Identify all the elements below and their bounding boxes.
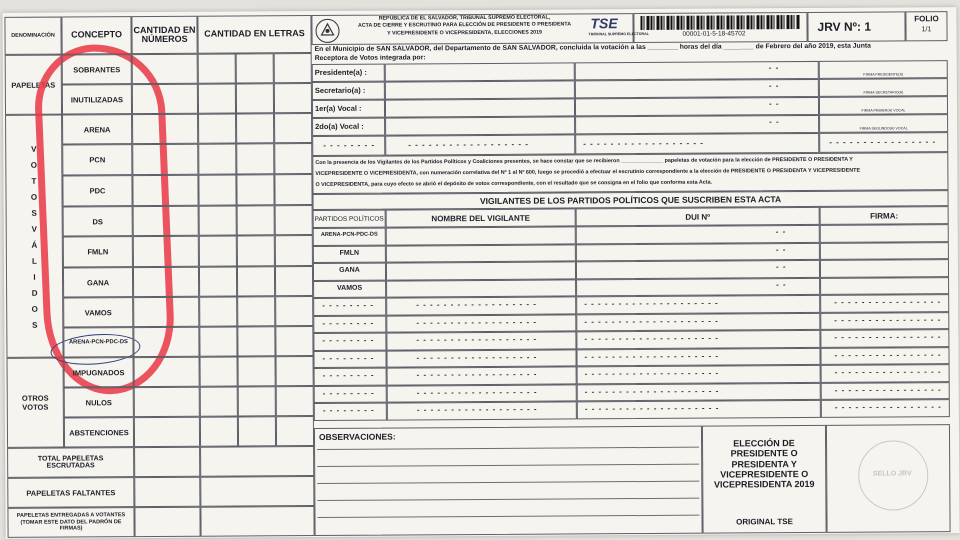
vig-dui-dash: - - - - - - - - - - - - - - - - - - - - [584, 386, 720, 396]
concept-arena: ARENA [62, 114, 132, 144]
numeros-field-impugnados[interactable] [134, 357, 200, 387]
letras-field-pdc[interactable] [274, 174, 312, 205]
vig-signature-field[interactable] [820, 224, 949, 242]
vig-header-nombre: NOMBRE DEL VIGILANTE [386, 208, 576, 227]
faltantes-label: PAPELETAS FALTANTES [7, 477, 134, 508]
letras-field-pcn[interactable] [274, 143, 312, 174]
concept-abstenciones: ABSTENCIONES [64, 417, 134, 447]
concept-vamos: VAMOS [63, 297, 133, 327]
numeros-field-gana[interactable] [133, 267, 199, 297]
member-role: 2do(a) Vocal : [315, 121, 364, 132]
letras-field-sobrantes[interactable] [198, 53, 236, 83]
letras-field-vamos[interactable] [199, 296, 237, 326]
vig-dui-dash: - - [775, 227, 787, 237]
member-extra-role-dash: - - - - - - - - [323, 140, 376, 150]
member-dui-dash: - - [768, 63, 780, 73]
member-signature-caption: FIRMA SECRETARIO(A) [863, 90, 904, 95]
letras-field-ds[interactable] [199, 205, 237, 235]
member-role: Presidente(a) : [314, 67, 367, 78]
member-dui-field[interactable] [575, 79, 819, 98]
vig-name-dash: - - - - - - - - - - - - - - - - - - [416, 352, 538, 362]
vig-header-partidos: PARTIDOS POLÍTICOS [313, 210, 386, 228]
letras-field-abstenciones[interactable] [200, 416, 238, 446]
vig-dui-dash: - - - - - - - - - - - - - - - - - - - - [584, 298, 719, 309]
vig-signature-dash: - - - - - - - - - - - - - - - - [834, 367, 942, 377]
concept-fmln: FMLN [63, 236, 133, 267]
concept-impugnados: IMPUGNADOS [64, 357, 134, 387]
concept-pdc: PDC [62, 175, 132, 206]
vig-name-dash: - - - - - - - - - - - - - - - - - - [416, 387, 538, 397]
paragraph-line-1: Con la presencia de los Vigilantes de los Partidos Políticos y Coaliciones presentes, se hace constar que se recibieron ______________ papeletas de votación para la elección de PRESIDENTE O PRESIDENTA Y [315, 156, 853, 167]
tse-logo-caption: TRIBUNAL SUPREMO ELECTORAL [588, 31, 649, 37]
letras-field-arena[interactable] [274, 113, 312, 143]
group-papeletas: PAPELETAS [5, 55, 62, 115]
vig-dui-dash: - - - - - - - - - - - - - - - - - - - - [584, 368, 720, 379]
member-name-field[interactable] [385, 80, 575, 99]
concept-pcn: PCN [62, 144, 132, 175]
paragraph-line-3: O VICEPRESIDENTA, para cuyo efecto se abrió el depósito de votos correspondiente, con el resultado que se consigna en el folio que conforma esta Acta. [315, 179, 713, 189]
letras-field-sobrantes[interactable] [274, 53, 312, 83]
concept-ds: DS [63, 206, 133, 236]
member-extra-signature-dash: - - - - - - - - - - - - - - - - [829, 137, 937, 147]
member-dui-dash: - - [769, 117, 780, 127]
paragraph-line-2: VICEPRESIDENTE O VICEPRESIDENTA, con numeración correlativa del Nº 1 al Nº 600, luego se procedió a efectuar el escrutinio correspondiente a la elección de PRESIDENTE O PRESIDENTA Y VICEPRESIDENTE [315, 167, 861, 178]
numeros-field-fmln[interactable] [133, 236, 199, 267]
original-tse: ORIGINAL TSE [736, 517, 793, 527]
letras-field-nulos[interactable] [276, 386, 314, 416]
member-signature-caption: FIRMA SEGUNDO(A) VOCAL [859, 126, 908, 131]
title-text [344, 14, 584, 37]
vig-party-label: ARENA-PCN-PDC-DS [320, 231, 378, 238]
title-line-3: Y VICEPRESIDENTE O VICEPRESIDENTA, ELECCIONES 2019 [387, 29, 543, 37]
jrv-number: 1 [864, 19, 872, 34]
letras-field-inutilizadas[interactable] [274, 83, 312, 113]
total-escrutadas-letras[interactable] [200, 446, 314, 477]
letras-field-arena-pcn-pdc-ds[interactable] [275, 326, 313, 356]
numeros-field-sobrantes[interactable] [132, 54, 198, 84]
concept-arena-pcn-pdc-ds: ARENA-PCN-PDC-DS [63, 327, 133, 357]
vig-signature-dash: - - - - - - - - - - - - - - - - [834, 384, 942, 395]
numeros-field-pcn[interactable] [132, 144, 198, 175]
member-dui-field[interactable] [575, 115, 819, 134]
numeros-field-vamos[interactable] [133, 297, 199, 327]
municipio-line-2: Receptora de Votos integrada por: [314, 54, 426, 63]
vig-signature-field[interactable] [820, 259, 949, 277]
member-dui-field[interactable] [575, 97, 819, 116]
letras-field-inutilizadas[interactable] [236, 83, 274, 113]
vig-name-dash: - - - - - - - - - - - - - - - - - - [416, 369, 538, 380]
vig-dui-dash: - - [776, 279, 787, 289]
numeros-field-ds[interactable] [133, 206, 199, 236]
vig-party-label: GANA [339, 266, 360, 274]
letras-field-pcn[interactable] [236, 143, 274, 174]
vig-header-dui: DUI Nº [576, 207, 820, 226]
vigilantes-title: VIGILANTES DE LOS PARTIDOS POLÍTICOS QUE SUSCRIBEN ESTA ACTA [313, 190, 949, 210]
vig-signature-dash: - - - - - - - - - - - - - - - - [834, 402, 942, 412]
entregadas-numeros[interactable] [134, 507, 200, 537]
vig-name-field[interactable] [386, 244, 576, 263]
letras-field-impugnados[interactable] [276, 356, 314, 386]
barcode-number: 00001-01-5-18-45702 [682, 30, 746, 38]
letras-field-inutilizadas[interactable] [198, 83, 236, 113]
vig-name-field[interactable] [386, 226, 576, 245]
faltantes-numeros[interactable] [134, 477, 200, 507]
letras-field-ds[interactable] [237, 205, 275, 235]
numeros-field-nulos[interactable] [134, 387, 200, 417]
vig-party-dash: - - - - - - - - [322, 370, 375, 380]
faltantes-letras[interactable] [200, 476, 314, 507]
letras-field-arena[interactable] [198, 113, 236, 143]
numeros-field-arena-pcn-pdc-ds[interactable] [133, 327, 199, 357]
folio-label: FOLIO [914, 14, 939, 24]
letras-field-arena-pcn-pdc-ds[interactable] [237, 326, 275, 356]
member-name-field[interactable] [385, 62, 575, 81]
letras-field-sobrantes[interactable] [236, 53, 274, 83]
election-label: ELECCIÓN DE PRESIDENTE O PRESIDENTA Y VICEPRESIDENTE O VICEPRESIDENTA 2019 [713, 438, 815, 490]
member-signature-caption: FIRMA PRIMER(A) VOCAL [861, 108, 906, 113]
concept-gana: GANA [63, 267, 133, 297]
letras-field-pcn[interactable] [198, 143, 236, 174]
vig-name-dash: - - - - - - - - - - - - - - - - - - [416, 334, 538, 345]
member-dui-dash: - - [768, 81, 780, 91]
letras-field-ds[interactable] [275, 205, 313, 235]
letras-field-nulos[interactable] [200, 386, 238, 416]
vig-signature-field[interactable] [820, 277, 949, 295]
vig-signature-dash: - - - - - - - - - - - - - - - - [834, 332, 942, 342]
vig-party-dash: - - - - - - - - [322, 353, 375, 363]
numeros-field-arena[interactable] [132, 114, 198, 144]
vig-name-dash: - - - - - - - - - - - - - - - - - - [416, 404, 538, 415]
vig-name-dash: - - - - - - - - - - - - - - - - - - [416, 299, 537, 310]
letras-field-arena-pcn-pdc-ds[interactable] [199, 326, 237, 356]
member-signature-caption: FIRMA PRESIDENTE(A) [863, 72, 904, 77]
header-denominacion: DENOMINACIÓN [4, 17, 61, 55]
letras-field-fmln[interactable] [199, 235, 237, 266]
vig-dui-dash: - - [775, 244, 787, 254]
letras-field-pdc[interactable] [198, 174, 236, 205]
vig-signature-field[interactable] [820, 242, 949, 260]
entregadas-letras[interactable] [200, 506, 314, 537]
entregadas-label: PAPELETAS ENTREGADAS A VOTANTES (TOMAR ESTE DATO DEL PADRÓN DE FIRMAS) [7, 507, 134, 538]
letras-field-fmln[interactable] [275, 235, 313, 266]
letras-field-abstenciones[interactable] [276, 416, 314, 446]
title-line-2: ACTA DE CIERRE Y ESCRUTINIO PARA ELECCIÓN DE PRESIDENTE O PRESIDENTA [357, 21, 572, 30]
total-escrutadas-label: TOTAL PAPELETAS ESCRUTADAS [7, 447, 134, 478]
folio-value: 1/1 [921, 26, 932, 34]
vig-party-dash: - - - - - - - - [322, 405, 375, 415]
letras-field-impugnados[interactable] [200, 356, 238, 386]
jrv-label-group [817, 20, 871, 34]
letras-field-nulos[interactable] [238, 386, 276, 416]
vig-party-dash: - - - - - - - - [322, 300, 375, 310]
letras-field-gana[interactable] [237, 266, 275, 296]
member-role: 1er(a) Vocal : [314, 103, 362, 114]
observaciones-title: OBSERVACIONES: [318, 431, 396, 442]
seal-text: SELLO JRV [872, 470, 912, 478]
letras-field-abstenciones[interactable] [238, 416, 276, 446]
vig-party-label: FMLN [339, 249, 360, 257]
letras-field-vamos[interactable] [275, 296, 313, 326]
member-extra-name-dash: - - - - - - - - - - - - - - - - - - [408, 139, 529, 150]
letras-field-impugnados[interactable] [238, 356, 276, 386]
member-dui-field[interactable] [575, 61, 819, 80]
member-dui-dash: - - [768, 99, 780, 109]
barcode [640, 15, 800, 30]
tse-logo: TSE [590, 15, 618, 32]
coat-of-arms-icon [315, 19, 339, 43]
title-line-1: REPÚBLICA DE EL SALVADOR, TRIBUNAL SUPREMO ELECTORAL, [378, 14, 551, 22]
vig-signature-dash: - - - - - - - - - - - - - - - - [834, 297, 942, 307]
header-concepto: CONCEPTO [61, 16, 131, 54]
header-cantidad-letras: CANTIDAD EN LETRAS [197, 15, 311, 54]
total-escrutadas-numeros[interactable] [134, 447, 200, 477]
vig-party-dash: - - - - - - - - [322, 335, 375, 345]
jrv-label: JRV Nº: [817, 19, 862, 34]
municipio-line-1: En el Municipio de SAN SALVADOR, del Departamento de SAN SALVADOR, concluida la votación a las ________ horas del día ________ de Febrero del año 2019, esta Junta [314, 42, 871, 54]
acta-sheet [2, 7, 959, 539]
numeros-field-pdc[interactable] [132, 175, 198, 206]
vig-dui-dash: - - - - - - - - - - - - - - - - - - - - [584, 316, 719, 326]
vig-party-dash: - - - - - - - - [322, 318, 375, 328]
vig-signature-dash: - - - - - - - - - - - - - - - - [834, 349, 942, 360]
member-name-field[interactable] [385, 116, 575, 135]
vig-party-dash: - - - - - - - - [322, 388, 375, 398]
vig-party-label: VAMOS [336, 284, 363, 292]
vig-name-dash: - - - - - - - - - - - - - - - - - - [416, 317, 538, 327]
vig-dui-dash: - - - - - - - - - - - - - - - - - - - - [584, 333, 719, 344]
group-otros-votos: OTROS VOTOS [7, 358, 65, 448]
vig-dui-dash: - - - - - - - - - - - - - - - - - - - - [584, 403, 720, 414]
concept-nulos: NULOS [64, 387, 134, 417]
numeros-field-inutilizadas[interactable] [132, 84, 198, 114]
letras-field-gana[interactable] [275, 266, 313, 296]
group-votos-validos: V O T O S V Á L I D O S [5, 115, 63, 358]
letras-field-arena[interactable] [236, 113, 274, 143]
concept-inutilizadas: INUTILIZADAS [62, 84, 132, 114]
vig-name-field[interactable] [386, 279, 576, 298]
letras-field-fmln[interactable] [237, 235, 275, 266]
header-cantidad-numeros: CANTIDAD EN NÚMEROS [131, 16, 197, 54]
member-name-field[interactable] [385, 98, 575, 117]
letras-field-pdc[interactable] [236, 174, 274, 205]
letras-field-vamos[interactable] [237, 296, 275, 326]
vig-dui-dash: - - [775, 262, 787, 272]
paragraph [315, 155, 860, 191]
numeros-field-abstenciones[interactable] [134, 417, 200, 447]
vig-dui-dash: - - - - - - - - - - - - - - - - - - - - [584, 351, 720, 361]
vig-signature-dash: - - - - - - - - - - - - - - - - [834, 314, 942, 325]
vig-name-field[interactable] [386, 261, 576, 280]
member-role: Secretario(a) : [314, 85, 366, 96]
vig-header-firma: FIRMA: [820, 206, 949, 225]
letras-field-gana[interactable] [199, 266, 237, 296]
member-extra-dui-dash: - - - - - - - - - - - - - - - - - - [583, 138, 704, 149]
concept-sobrantes: SOBRANTES [62, 54, 132, 84]
